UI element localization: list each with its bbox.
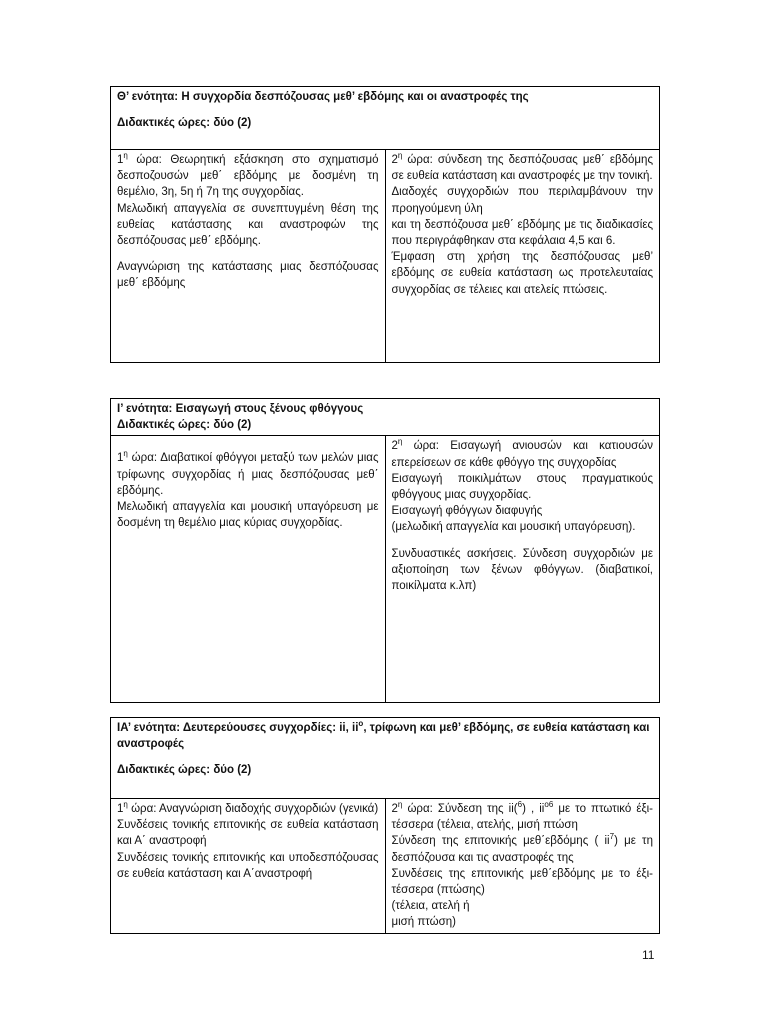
unit-title: Ι’ ενότητα: Εισαγωγή στους ξένους φθόγγους	[117, 403, 364, 415]
second-hour-text: $2^\eta$ ώρα: Εισαγωγή ανιουσών και κατιουσών επερείσεων σε κάθε φθόγγο της συγχορδίας	[391, 437, 653, 469]
unit-hours: Διδακτικές ώρες: δύο (2)	[117, 117, 252, 130]
unit-title: ΙΑ’ ενότητα: Δευτερεύουσες συγχορδίες: ii, $ii^o$, τρίφωνη και μεθ’ εβδόμης, σε ευθεία κατάσταση και αναστροφές	[117, 719, 650, 751]
first-hour-paragraph: Συνδέσεις τονικής επιτονικής σε ευθεία κατάσταση και Α΄ αναστροφή	[117, 819, 379, 848]
first-hour-paragraph: Συνδέσεις τονικής επιτονικής και υποδεσπόζουσας σε ευθεία κατάσταση και Α΄αναστροφή	[117, 851, 379, 880]
unit-table-ia	[110, 717, 660, 934]
second-hour-text: $2^\eta$ ώρα: σύνδεση της δεσπόζουσας μεθ΄ εβδόμης σε ευθεία κατάσταση και αναστροφές με την τονική.	[391, 151, 653, 183]
unit-table-theta	[110, 86, 660, 363]
unit-header-cell	[111, 87, 660, 150]
unit-header-cell	[111, 399, 660, 436]
second-hour-paragraph: Συνδυαστικές ασκήσεις. Σύνδεση συγχορδιών με αξιοποίηση των ξένων φθόγγων. (διαβατικοί, ποικίλματα κ.λπ)	[391, 547, 653, 593]
second-hour-paragraph: Έμφαση στη χρήση της δεσπόζουσας μεθ’ εβδόμης σε ευθεία κατάσταση ως προτελευταίας συγχορδίας σε τέλειες και ατελείς πτώσεις.	[391, 251, 653, 296]
second-hour-paragraph: Εισαγωγή ποικιλμάτων στους πραγματικούς φθόγγους μιας συγχορδίας.	[391, 472, 653, 502]
first-hour-cell	[111, 799, 386, 934]
second-hour-paragraph: (μελωδική απαγγελία και μουσική υπαγόρευση).	[391, 521, 636, 534]
second-hour-paragraph: Εισαγωγή φθόγγων διαφυγής	[391, 505, 543, 518]
first-hour-text: $1^\eta$ ώρα: Διαβατικοί φθόγγοι μεταξύ των μελών μιας τρίφωνης συγχορδίας ή μιας δεσπόζουσας μεθ΄ εβδόμης.	[117, 449, 379, 497]
second-hour-cell	[385, 150, 660, 363]
unit-hours: Διδακτικές ώρες: δύο (2)	[117, 419, 252, 432]
first-hour-paragraph: Μελωδική απαγγελία και μουσική υπαγόρευση με δοσμένη τη θεμέλιο μιας κύριας συγχορδίας.	[117, 501, 379, 530]
second-hour-text: $2^\eta$ ώρα: Σύνδεση της ii($^6$) , $ii^{o6}$ με το πτωτικό έξι-τέσσερα (τέλεια, ατελής, μισή πτώση	[391, 800, 654, 832]
first-hour-text: $1^\eta$ ώρα: Θεωρητική εξάσκηση στο σχηματισμό δεσποζουσών μεθ΄ εβδόμης με δοσμένη τη θεμέλιο, 3η, 5η ή 7η της συγχορδίας.	[117, 151, 379, 199]
first-hour-paragraph: Μελωδική απαγγελία σε συνεπτυγμένη θέση της ευθείας κατάστασης και αναστροφών της δεσπόζουσας μεθ΄ εβδόμης.	[117, 202, 379, 248]
second-hour-cell	[385, 799, 660, 934]
first-hour-text: $1^\eta$ ώρα: Αναγνώριση διαδοχής συγχορδιών (γενικά)	[117, 800, 379, 815]
first-hour-paragraph: Αναγνώριση της κατάστασης μιας δεσπόζουσας μεθ΄ εβδόμης	[117, 261, 379, 290]
second-hour-paragraph: μισή πτώση)	[391, 916, 456, 929]
unit-header-cell	[111, 718, 660, 799]
second-hour-cell	[385, 436, 660, 703]
second-hour-paragraph: Συνδέσεις της επιτονικής μεθ΄εβδόμης με το έξι-τέσσερα (πτώσης)	[391, 867, 653, 897]
unit-title: Θ’ ενότητα: Η συγχορδία δεσπόζουσας μεθ’ εβδόμης και οι αναστροφές της	[117, 91, 529, 103]
second-hour-paragraph: και τη δεσπόζουσα μεθ΄ εβδόμης με τις διαδικασίες που περιγράφθηκαν στα κεφάλαια 4,5 και 6.	[391, 218, 653, 248]
unit-hours: Διδακτικές ώρες: δύο (2)	[117, 764, 252, 777]
first-hour-cell	[111, 436, 386, 703]
second-hour-paragraph: Διαδοχές συγχορδιών που περιλαμβάνουν την προηγούμενη ύλη	[391, 186, 653, 215]
first-hour-cell	[111, 150, 386, 363]
second-hour-paragraph: (τέλεια, ατελή ή	[391, 900, 470, 913]
page-number: 11	[642, 948, 655, 962]
second-hour-paragraph: Σύνδεση της επιτονικής μεθ΄εβδόμης ( $ii^7$) με τη δεσπόζουσα και τις αναστροφές της	[391, 832, 654, 864]
unit-table-iota	[110, 398, 660, 703]
